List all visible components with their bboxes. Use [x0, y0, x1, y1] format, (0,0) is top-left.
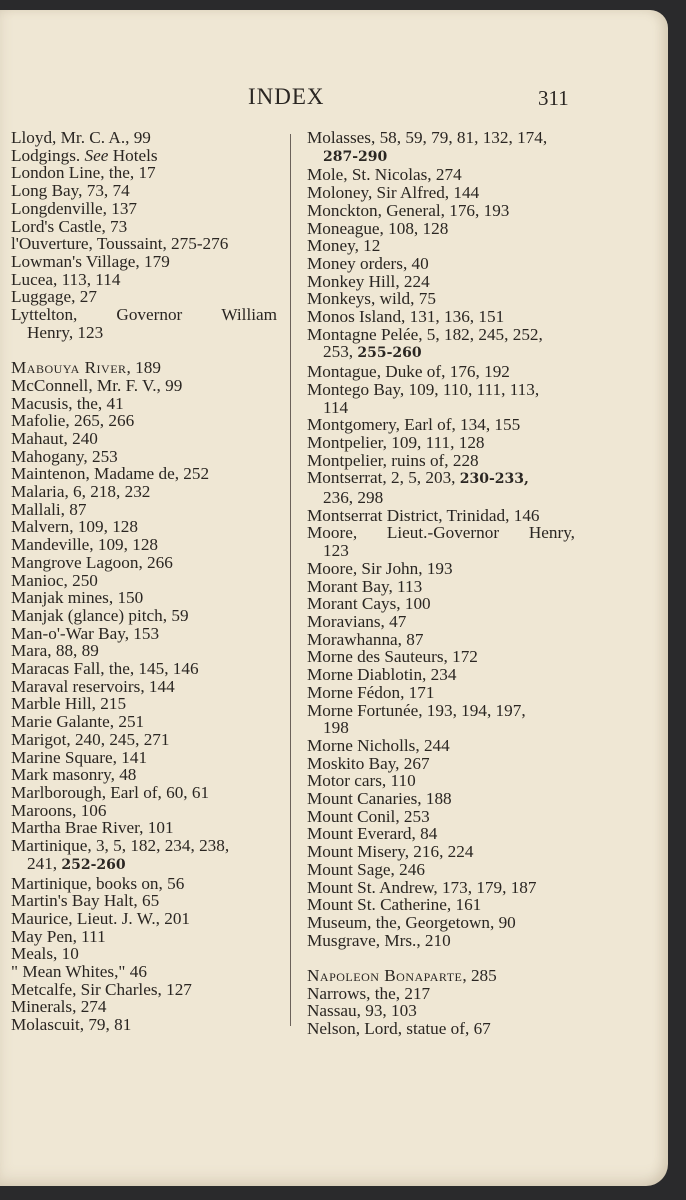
- index-entry: Maraval reservoirs, 144: [11, 676, 175, 696]
- index-entry: Moore, Lieut.-Governor Henry, 123: [307, 523, 575, 561]
- index-entry: Mandeville, 109, 128: [11, 535, 159, 555]
- index-entry: Montego Bay, 109, 110, 111, 113, 114: [307, 379, 540, 417]
- index-entry: Malvern, 109, 128: [11, 517, 138, 537]
- index-entry: Martinique, books on, 56: [11, 873, 185, 893]
- index-entry: Mount Everard, 84: [307, 824, 438, 844]
- index-entry: Montgomery, Earl of, 134, 155: [307, 415, 521, 435]
- index-entry: Motor cars, 110: [307, 771, 416, 791]
- index-entry: Mafolie, 265, 266: [11, 411, 135, 431]
- index-entry: Man-o'-War Bay, 153: [11, 623, 160, 643]
- index-entry: Maintenon, Madame de, 252: [11, 464, 210, 484]
- index-entry: Lodgings. See Hotels: [11, 145, 158, 165]
- index-entry: Moravians, 47: [307, 611, 407, 631]
- index-entry: Morne Fortunée, 193, 194, 197, 198: [307, 700, 526, 738]
- index-entry: Mount Sage, 246: [307, 859, 425, 879]
- index-entry: Lucea, 113, 114: [11, 269, 121, 289]
- index-entry: Morne Fédon, 171: [307, 682, 435, 702]
- index-entry: Long Bay, 73, 74: [11, 181, 130, 201]
- index-entry: Mole, St. Nicolas, 274: [307, 165, 462, 185]
- index-entry: Longdenville, 137: [11, 198, 138, 218]
- index-entry: Meals, 10: [11, 944, 79, 964]
- section-heading: Mabouya River: [11, 358, 127, 378]
- index-entry: Nassau, 93, 103: [307, 1001, 417, 1021]
- index-entry: Molascuit, 79, 81: [11, 1015, 132, 1035]
- index-entry: Monkeys, wild, 75: [307, 289, 436, 309]
- index-entry: Napoleon Bonaparte, 285: [307, 966, 497, 986]
- index-entry: Martinique, 3, 5, 182, 234, 238, 241, 252-260: [11, 836, 230, 873]
- index-entry: Lyttelton, Governor William Henry, 123: [11, 305, 277, 342]
- index-entry: Mabouya River, 189: [11, 358, 161, 378]
- index-entry: Museum, the, Georgetown, 90: [307, 912, 516, 932]
- index-entry: Mount Conil, 253: [307, 806, 430, 826]
- index-entry: Montague, Duke of, 176, 192: [307, 362, 510, 382]
- index-entry: Mangrove Lagoon, 266: [11, 552, 173, 572]
- index-entry: Monckton, General, 176, 193: [307, 200, 510, 220]
- index-entry: Morne Nicholls, 244: [307, 735, 450, 755]
- index-entry: May Pen, 111: [11, 926, 106, 946]
- index-entry: Molasses, 58, 59, 79, 81, 132, 174, 287-290: [307, 128, 548, 165]
- index-entry: Musgrave, Mrs., 210: [307, 930, 451, 950]
- index-entry: Monkey Hill, 224: [307, 271, 430, 291]
- index-entry: Morne des Sauteurs, 172: [307, 647, 478, 667]
- section-heading: Napoleon Bonaparte: [307, 966, 463, 986]
- index-entry: Moneague, 108, 128: [307, 218, 449, 238]
- index-entry: Manjak mines, 150: [11, 588, 144, 608]
- index-entry: London Line, the, 17: [11, 163, 156, 183]
- index-entry: Metcalfe, Sir Charles, 127: [11, 979, 192, 999]
- index-entry: l'Ouverture, Toussaint, 275-276: [11, 234, 229, 254]
- page-title: INDEX: [248, 84, 325, 109]
- index-entry: Martin's Bay Halt, 65: [11, 891, 160, 911]
- index-entry: Luggage, 27: [11, 287, 97, 307]
- index-entry: Morant Bay, 113: [307, 576, 423, 596]
- index-entry: Moskito Bay, 267: [307, 753, 430, 773]
- index-entry: Lloyd, Mr. C. A., 99: [11, 128, 151, 147]
- index-entry: Nelson, Lord, statue of, 67: [307, 1019, 491, 1039]
- index-entry: Maurice, Lieut. J. W., 201: [11, 908, 191, 928]
- index-entry: Montpelier, 109, 111, 128: [307, 432, 485, 452]
- index-column-left: [11, 129, 281, 1034]
- index-entry: " Mean Whites," 46: [11, 962, 147, 982]
- index-entry: Marine Square, 141: [11, 747, 148, 767]
- page-header: [0, 84, 668, 116]
- index-entry: Mount Canaries, 188: [307, 789, 452, 809]
- index-entry: Narrows, the, 217: [307, 983, 431, 1003]
- index-entry: Marigot, 240, 245, 271: [11, 729, 170, 749]
- index-entry: Monos Island, 131, 136, 151: [307, 307, 505, 327]
- index-entry: Maracas Fall, the, 145, 146: [11, 659, 199, 679]
- page-number: 311: [538, 86, 569, 110]
- index-column-right: [307, 129, 587, 1038]
- index-entry: Marble Hill, 215: [11, 694, 127, 714]
- index-entry: Macusis, the, 41: [11, 393, 124, 413]
- index-entry: Martha Brae River, 101: [11, 818, 174, 838]
- index-entry: Mahaut, 240: [11, 428, 98, 448]
- index-entry: Mallali, 87: [11, 499, 87, 519]
- index-entry: Montserrat, 2, 5, 203, 230-233, 236, 298: [307, 468, 529, 508]
- index-entry: Mount Misery, 216, 224: [307, 842, 474, 862]
- index-entry: Morant Cays, 100: [307, 594, 431, 614]
- index-entry: Mara, 88, 89: [11, 641, 99, 661]
- index-entry: Moore, Sir John, 193: [307, 558, 453, 578]
- index-entry: Marie Galante, 251: [11, 712, 145, 732]
- index-entry: Money, 12: [307, 236, 381, 256]
- index-entry: Morne Diablotin, 234: [307, 665, 457, 685]
- index-entry: McConnell, Mr. F. V., 99: [11, 375, 183, 395]
- index-entry: Lowman's Village, 179: [11, 251, 170, 271]
- index-entry: Lord's Castle, 73: [11, 216, 128, 236]
- index-entry: Manioc, 250: [11, 570, 98, 590]
- index-entry: Mark masonry, 48: [11, 765, 137, 785]
- index-entry: Money orders, 40: [307, 253, 429, 273]
- index-entry: Mount St. Andrew, 173, 179, 187: [307, 877, 537, 897]
- index-entry: Minerals, 274: [11, 997, 107, 1017]
- book-page: [0, 10, 668, 1186]
- index-entry: Montagne Pelée, 5, 182, 245, 252, 253, 255-260: [307, 324, 543, 362]
- index-entry: Montserrat District, Trinidad, 146: [307, 505, 540, 525]
- index-entry: Morawhanna, 87: [307, 629, 424, 649]
- index-entry: Manjak (glance) pitch, 59: [11, 605, 189, 625]
- column-divider: [290, 134, 291, 1026]
- index-entry: Maroons, 106: [11, 800, 107, 820]
- index-entry: Moloney, Sir Alfred, 144: [307, 183, 480, 203]
- index-entry: Mahogany, 253: [11, 446, 118, 466]
- index-entry: Marlborough, Earl of, 60, 61: [11, 783, 210, 802]
- index-entry: Mount St. Catherine, 161: [307, 895, 482, 915]
- index-entry: Montpelier, ruins of, 228: [307, 450, 479, 470]
- index-entry: Malaria, 6, 218, 232: [11, 482, 151, 502]
